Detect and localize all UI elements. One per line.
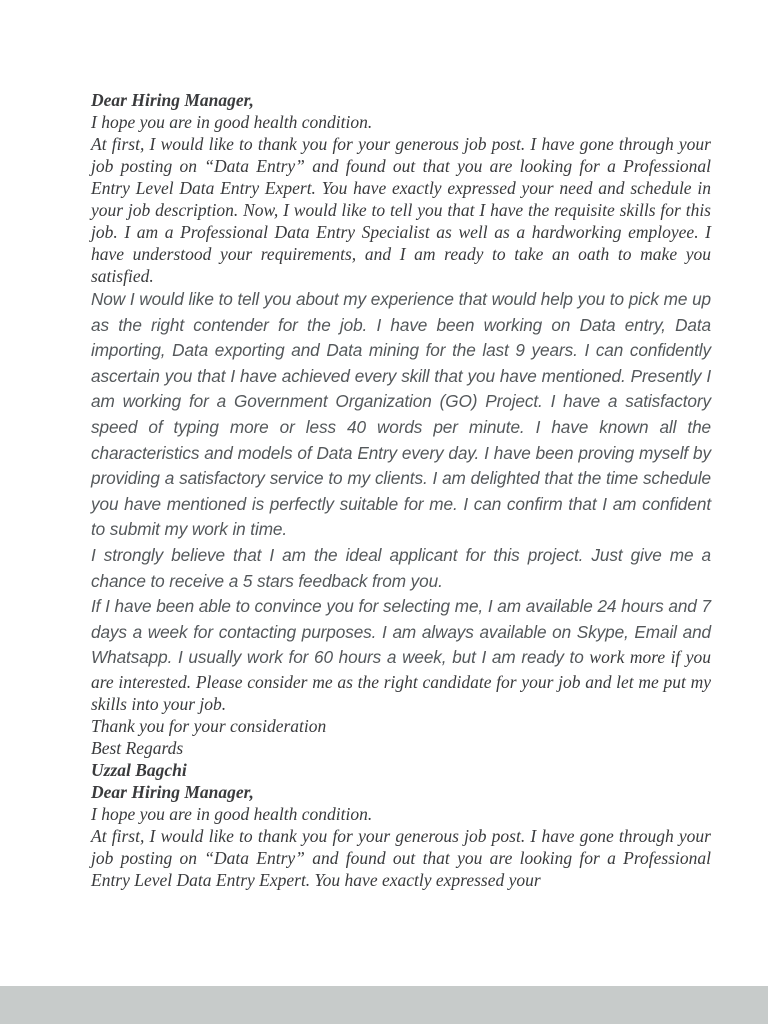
greeting-line-2: I hope you are in good health condition.: [91, 803, 373, 824]
page-gap-bar: [0, 986, 768, 1024]
intro-paragraph-1: At first, I would like to thank you for your generous job post. I have gone through your job posting on “Data Entry” and found out that you are looking for a Professional Entry Level Data Entry Expert. You have exactly expressed your need and schedule in your job description. Now, I would like to tell you that I have the requisite skills for this job. I am a Professional Data Entry Specialist as well as a hardworking employee. I have understood your requirements, and I am ready to take an oath to make you satisfied.: [91, 134, 711, 286]
availability-paragraph-sans-part: If I have been able to convince you for selecting me, I am available 24 hours and 7 days a week for contacting purposes. I am always available on Skype, Email and Whatsapp. I usually work for 60 hours a week, but I am ready to: [91, 596, 711, 668]
intro-paragraph-2: At first, I would like to thank you for your generous job post. I have gone through your job posting on “Data Entry” and found out that you are looking for a Professional Entry Level Data Entry Expert. You have exactly expressed your: [91, 825, 711, 890]
signature-name: Uzzal Bagchi: [91, 759, 187, 780]
document-page: [91, 89, 711, 891]
regards-line: Best Regards: [91, 737, 184, 758]
availability-paragraph-serif-part: work more if you are interested. Please consider me as the right candidate for your job and let me put my skills into your job.: [91, 647, 711, 714]
belief-paragraph: I strongly believe that I am the ideal applicant for this project. Just give me a chance to receive a 5 stars feedback from you.: [91, 544, 711, 591]
greeting-line-1: I hope you are in good health condition.: [91, 112, 373, 132]
experience-paragraph: Now I would like to tell you about my experience that would help you to pick me up as the right contender for the job. I have been working on Data entry, Data importing, Data exporting and Data mining for the last 9 years. I can confidently ascertain you that I have achieved every skill that you have mentioned. Presently I am working for a Government Organization (GO) Project. I have a satisfactory speed of typing more or less 40 words per minute. I have known all the characteristics and models of Data Entry every day. I have been proving myself by providing a satisfactory service to my clients. I am delighted that the time schedule you have mentioned is perfectly suitable for me. I can confirm that I am confident to submit my work in time.: [91, 289, 711, 540]
availability-paragraph: [91, 594, 711, 715]
salutation-line-2: Dear Hiring Manager,: [91, 781, 254, 802]
salutation-line-1: Dear Hiring Manager,: [91, 90, 254, 110]
thanks-line: Thank you for your consideration: [91, 715, 327, 736]
